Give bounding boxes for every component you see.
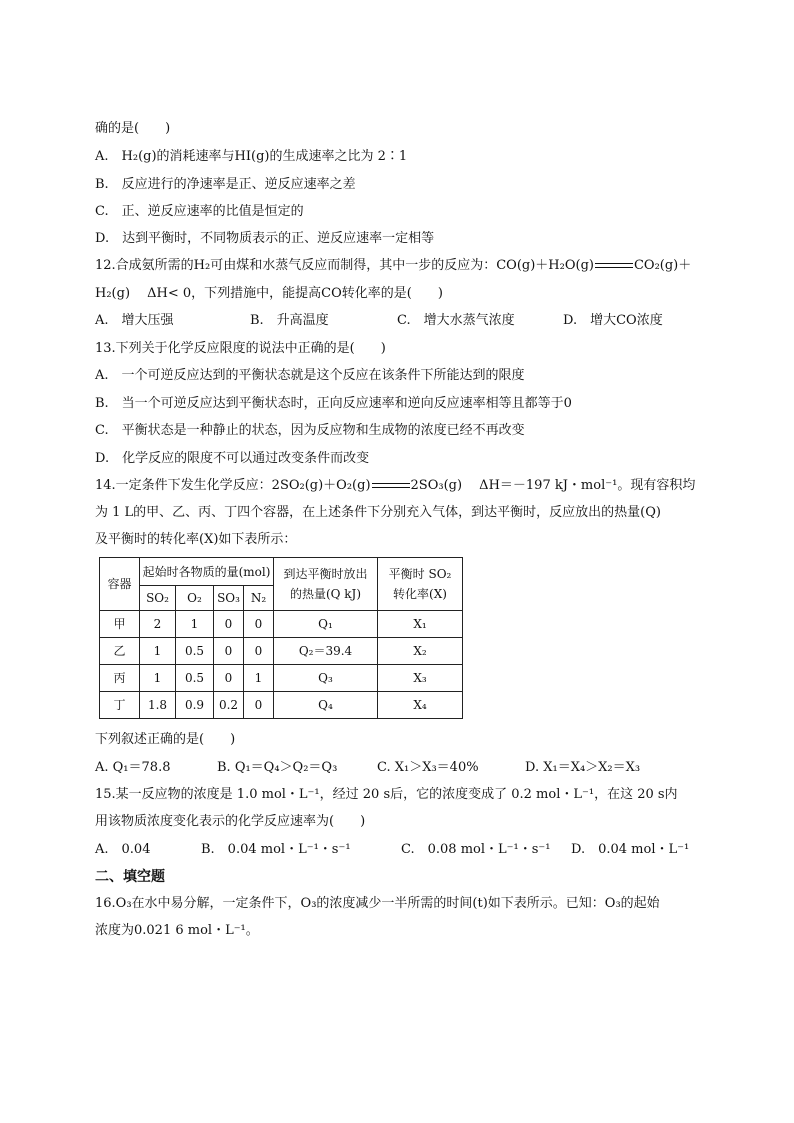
q11-option-b: B. 反应进行的净速率是正、逆反应速率之差: [95, 177, 356, 192]
q11-option-c: C. 正、逆反应速率的比值是恒定的: [95, 204, 304, 219]
cell-n2: 0: [244, 692, 274, 719]
q15-option-b: B. 0.04 mol・L⁻¹・s⁻¹: [201, 842, 351, 857]
q15-options: [95, 842, 715, 858]
cell-o2: 1: [176, 611, 214, 638]
q12-stem-line1-pre: 12.合成氨所需的H₂可由煤和水蒸气反应而制得，其中一步的反应为：CO(g)＋H₂O(g): [95, 258, 594, 273]
cell-so2: 2: [140, 611, 176, 638]
cell-container: 甲: [100, 611, 140, 638]
header-heat: [274, 558, 378, 611]
cell-so2: 1: [140, 665, 176, 692]
cell-n2: 1: [244, 665, 274, 692]
cell-container: 乙: [100, 638, 140, 665]
header-container: 容器: [100, 558, 140, 611]
reversible-arrow-icon: [595, 262, 633, 270]
subheader-o2: O₂: [176, 586, 214, 611]
cell-heat: Q₂＝39.4: [274, 638, 378, 665]
q13-option-c: C. 平衡状态是一种静止的状态，因为反应物和生成物的浓度已经不再改变: [95, 423, 525, 438]
q14-option-a: A. Q₁＝78.8: [95, 760, 171, 775]
cell-so3: 0: [214, 638, 244, 665]
q11-stem-tail: 确的是( ): [95, 121, 171, 136]
header-conversion-line2: 转化率(X): [393, 587, 447, 601]
cell-o2: 0.9: [176, 692, 214, 719]
cell-so3: 0: [214, 665, 244, 692]
q14-options: [95, 760, 695, 776]
subheader-so2: SO₂: [140, 586, 176, 611]
q12-option-d: D. 增大CO浓度: [563, 313, 663, 328]
cell-o2: 0.5: [176, 638, 214, 665]
q14-data-table: [99, 557, 463, 719]
table-row: [100, 611, 463, 638]
q14-ask: 下列叙述正确的是( ): [95, 732, 236, 747]
q12-stem-line1: [95, 258, 691, 274]
cell-heat: Q₁: [274, 611, 378, 638]
q14-stem-line1-post: 2SO₃(g) ΔH＝－197 kJ・mol⁻¹。现有容积均: [410, 478, 696, 493]
cell-o2: 0.5: [176, 665, 214, 692]
header-initial-amount: 起始时各物质的量(mol): [140, 558, 274, 586]
cell-so3: 0.2: [214, 692, 244, 719]
header-conversion: [378, 558, 463, 611]
header-conversion-line1: 平衡时 SO₂: [388, 567, 452, 581]
q12-option-a: A. 增大压强: [95, 313, 174, 328]
subheader-n2: N₂: [244, 586, 274, 611]
q12-stem-line2: H₂(g) ΔH< 0，下列措施中，能提高CO转化率的是( ): [95, 286, 443, 301]
q15-option-a: A. 0.04: [95, 842, 151, 857]
header-heat-line2: 的热量(Q kJ): [289, 587, 362, 601]
cell-container: 丁: [100, 692, 140, 719]
q14-option-b: B. Q₁＝Q₄＞Q₂＝Q₃: [217, 760, 338, 775]
cell-n2: 0: [244, 638, 274, 665]
q15-option-c: C. 0.08 mol・L⁻¹・s⁻¹: [401, 842, 551, 857]
q14-stem-line2: 为 1 L的甲、乙、丙、丁四个容器，在上述条件下分别充入气体，到达平衡时，反应放出的热量(Q): [95, 505, 661, 520]
q13-stem: 13.下列关于化学反应限度的说法中正确的是( ): [95, 341, 386, 356]
cell-container: 丙: [100, 665, 140, 692]
q14-stem-line1: [95, 478, 695, 494]
section-title-fill-in: 二、填空题: [95, 869, 165, 885]
table-row: [100, 638, 463, 665]
q15-stem-line2: 用该物质浓度变化表示的化学反应速率为( ): [95, 814, 366, 829]
table-header-row: [100, 558, 463, 586]
q15-option-d: D. 0.04 mol・L⁻¹: [571, 842, 690, 857]
q14-stem-line3: 及平衡时的转化率(X)如下表所示：: [95, 532, 297, 547]
subheader-so3: SO₃: [214, 586, 244, 611]
table-row: [100, 665, 463, 692]
q14-option-d: D. X₁＝X₄＞X₂＝X₃: [525, 760, 641, 775]
q12-stem-line1-post: CO₂(g)＋: [633, 258, 692, 273]
reversible-arrow-icon: [372, 482, 410, 490]
q12-options: [95, 313, 695, 329]
q12-option-c: C. 增大水蒸气浓度: [397, 313, 515, 328]
q16-stem-line2: 浓度为0.021 6 mol・L⁻¹。: [95, 923, 259, 938]
table-row: [100, 692, 463, 719]
cell-conversion: X₃: [378, 665, 463, 692]
q16-stem-line1: 16.O₃在水中易分解，一定条件下，O₃的浓度减少一半所需的时间(t)如下表所示。已知：O₃的起始: [95, 896, 660, 911]
cell-heat: Q₃: [274, 665, 378, 692]
cell-so2: 1.8: [140, 692, 176, 719]
q13-option-a: A. 一个可逆反应达到的平衡状态就是这个反应在该条件下所能达到的限度: [95, 368, 525, 383]
cell-conversion: X₁: [378, 611, 463, 638]
header-heat-line1: 到达平衡时放出: [283, 567, 368, 581]
q15-stem-line1: 15.某一反应物的浓度是 1.0 mol・L⁻¹，经过 20 s后，它的浓度变成了 0.2 mol・L⁻¹，在这 20 s内: [95, 787, 678, 802]
q11-option-d: D. 达到平衡时，不同物质表示的正、逆反应速率一定相等: [95, 231, 435, 246]
q12-option-b: B. 升高温度: [250, 313, 329, 328]
cell-so3: 0: [214, 611, 244, 638]
cell-n2: 0: [244, 611, 274, 638]
cell-heat: Q₄: [274, 692, 378, 719]
q14-stem-line1-pre: 14.一定条件下发生化学反应：2SO₂(g)＋O₂(g): [95, 478, 371, 493]
q13-option-b: B. 当一个可逆反应达到平衡状态时，正向反应速率和逆向反应速率相等且都等于0: [95, 396, 572, 411]
cell-conversion: X₄: [378, 692, 463, 719]
cell-so2: 1: [140, 638, 176, 665]
q11-option-a: A. H₂(g)的消耗速率与HI(g)的生成速率之比为 2∶1: [95, 149, 408, 164]
cell-conversion: X₂: [378, 638, 463, 665]
q14-option-c: C. X₁＞X₃＝40%: [377, 760, 479, 775]
q13-option-d: D. 化学反应的限度不可以通过改变条件而改变: [95, 451, 370, 466]
